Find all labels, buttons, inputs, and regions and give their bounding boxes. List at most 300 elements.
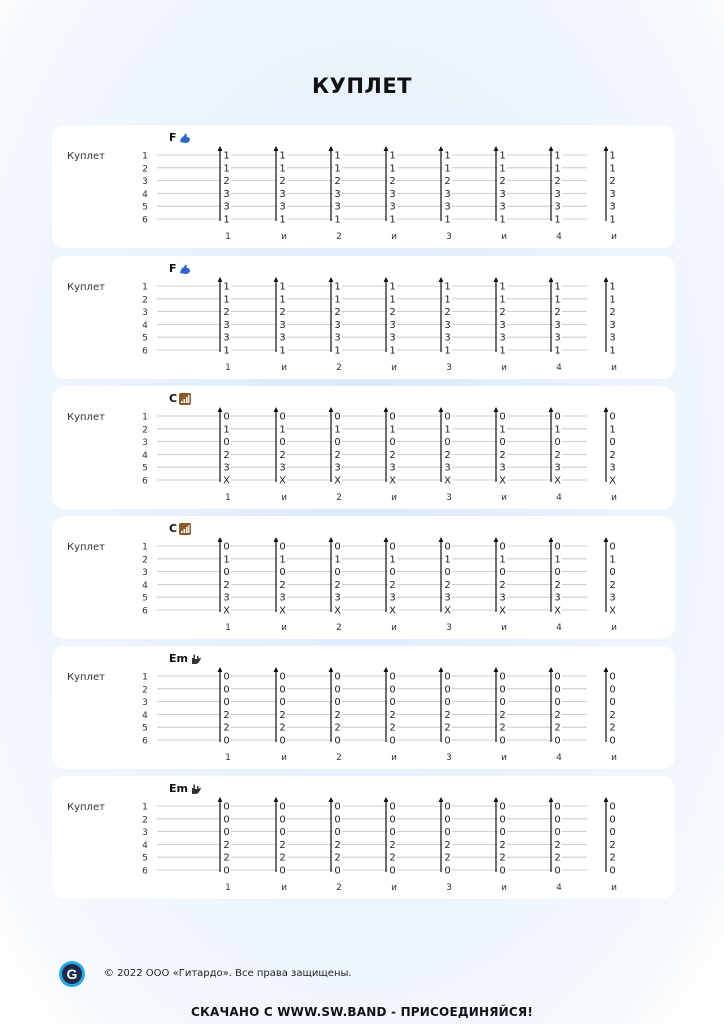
fret-number: 0 [554,697,561,709]
fret-number: 0 [609,671,616,683]
fret-number: 2 [609,176,616,188]
string-number: 4 [142,189,148,200]
fret-number: 2 [444,709,451,721]
fret-number: 0 [444,541,451,553]
fret-number: 3 [444,319,451,331]
beat-label: и [391,883,397,893]
fret-number: 0 [444,437,451,449]
fret-number: 1 [444,345,451,357]
fret-number: 0 [389,697,396,709]
fret-number: 0 [609,865,616,877]
fret-number: 3 [389,188,396,200]
beat-label: и [501,232,507,242]
fret-number: 1 [279,424,286,436]
fret-number: 0 [499,437,506,449]
fret-number: 1 [554,150,561,162]
fret-number: 0 [444,865,451,877]
tablature [52,646,675,769]
fret-number: 0 [444,801,451,813]
fret-number: 1 [389,281,396,293]
beat-label: и [611,232,617,242]
fret-number: 1 [499,294,506,306]
fret-number: 1 [334,345,341,357]
fret-number: 0 [334,735,341,747]
section-label: Куплет [67,672,105,683]
strum-up-arrow-icon [218,277,223,282]
fret-number: 0 [499,684,506,696]
fret-number: 2 [609,722,616,734]
fret-number: 2 [223,449,230,461]
fret-number: 0 [609,814,616,826]
fret-number: 0 [223,697,230,709]
strum-up-arrow-icon [494,146,499,151]
tab-card [52,646,675,769]
strum-up-arrow-icon [494,407,499,412]
beat-label: 3 [446,232,452,242]
strum-up-arrow-icon [274,146,279,151]
fret-number: 3 [444,201,451,213]
fret-number: 0 [499,567,506,579]
fret-number: 0 [279,801,286,813]
strum-up-arrow-icon [218,537,223,542]
beat-label: и [281,363,287,373]
fret-number: 2 [223,176,230,188]
beat-label: и [391,493,397,503]
fret-number: 3 [444,592,451,604]
string-number: 4 [142,840,148,851]
fret-number: 0 [389,735,396,747]
strum-up-arrow-icon [384,146,389,151]
fret-number: 2 [499,709,506,721]
fret-number: 0 [389,437,396,449]
beat-label: 2 [336,363,342,373]
fret-number: 0 [389,865,396,877]
fret-number: 2 [444,307,451,319]
fret-number: 1 [609,554,616,566]
fret-number: 3 [444,188,451,200]
fret-number: 0 [609,684,616,696]
fret-number: 3 [554,592,561,604]
strum-up-arrow-icon [494,537,499,542]
tab-card [52,776,675,899]
strum-up-arrow-icon [549,146,554,151]
strum-up-arrow-icon [604,667,609,672]
beat-label: и [391,363,397,373]
beat-label: 3 [446,623,452,633]
fret-number: 0 [223,541,230,553]
fret-number: 0 [499,801,506,813]
fret-number: 0 [389,684,396,696]
string-number: 5 [142,853,148,864]
fret-number: 0 [554,541,561,553]
fret-number: 2 [609,307,616,319]
strum-up-arrow-icon [604,407,609,412]
fret-number: 3 [389,592,396,604]
fret-number: 1 [389,294,396,306]
fret-number: 0 [444,814,451,826]
fret-number: X [554,605,561,617]
fret-number: 3 [223,188,230,200]
fret-number: 1 [334,150,341,162]
string-number: 2 [142,295,148,306]
beat-label: 2 [336,623,342,633]
fret-number: 1 [609,294,616,306]
fret-number: 1 [279,281,286,293]
fret-number: X [609,475,616,487]
chord-label: F [169,131,177,144]
fret-number: 0 [334,827,341,839]
fret-number: 3 [334,332,341,344]
fret-number: 3 [499,332,506,344]
fret-number: 2 [334,579,341,591]
fret-number: 2 [389,307,396,319]
fret-number: 2 [389,176,396,188]
fret-number: 3 [279,462,286,474]
string-number: 3 [142,828,148,839]
string-number: 5 [142,202,148,213]
string-number: 6 [142,476,148,487]
fret-number: 1 [279,163,286,175]
fret-number: X [499,605,506,617]
fret-number: 3 [389,462,396,474]
fret-number: 3 [223,332,230,344]
beat-label: и [281,623,287,633]
tab-card [52,256,675,379]
fret-number: 1 [499,554,506,566]
fret-number: 2 [499,722,506,734]
fret-number: 1 [223,163,230,175]
beat-label: и [391,232,397,242]
strum-up-arrow-icon [274,537,279,542]
fret-number: 1 [609,214,616,226]
strum-up-arrow-icon [329,667,334,672]
fret-number: 2 [499,176,506,188]
beat-label: 1 [225,493,231,503]
fret-number: 0 [389,801,396,813]
strum-up-arrow-icon [549,277,554,282]
string-number: 4 [142,450,148,461]
string-number: 5 [142,463,148,474]
fret-number: 3 [279,592,286,604]
fret-number: 1 [554,281,561,293]
fret-number: 0 [334,801,341,813]
strum-up-arrow-icon [549,407,554,412]
fret-number: 0 [223,567,230,579]
fret-number: 1 [279,345,286,357]
tab-card [52,125,675,248]
fret-number: 0 [279,671,286,683]
fret-number: 3 [334,201,341,213]
fret-number: 1 [389,345,396,357]
fret-number: 2 [444,839,451,851]
fret-number: 2 [389,839,396,851]
beat-label: и [611,623,617,633]
strum-up-arrow-icon [218,407,223,412]
fret-number: 0 [444,684,451,696]
fret-number: 2 [389,722,396,734]
fret-number: 3 [389,201,396,213]
beat-label: и [501,623,507,633]
fret-number: 2 [444,579,451,591]
chord-label: C [169,392,178,405]
fret-number: 1 [334,424,341,436]
fret-number: 0 [223,671,230,683]
string-number: 3 [142,308,148,319]
string-number: 4 [142,710,148,721]
string-number: 2 [142,685,148,696]
strum-up-arrow-icon [384,667,389,672]
page-title: КУПЛЕТ [311,74,413,98]
fret-number: 2 [609,709,616,721]
string-number: 6 [142,215,148,226]
fret-number: 1 [279,554,286,566]
fret-number: 2 [609,579,616,591]
fret-number: 3 [499,188,506,200]
fret-number: 3 [279,319,286,331]
section-label: Куплет [67,802,105,813]
fret-number: 1 [444,163,451,175]
fret-number: 3 [609,201,616,213]
strum-up-arrow-icon [439,146,444,151]
fret-number: 0 [554,814,561,826]
fret-number: 3 [334,592,341,604]
chord-label: Em [169,652,188,665]
fret-number: 2 [554,579,561,591]
fret-number: 1 [389,150,396,162]
fret-number: 2 [334,709,341,721]
strum-up-arrow-icon [274,277,279,282]
section-label: Куплет [67,151,105,162]
fret-number: 0 [609,801,616,813]
fret-number: 3 [223,462,230,474]
string-number: 1 [142,412,148,423]
fret-number: 0 [609,567,616,579]
strum-up-arrow-icon [384,797,389,802]
fret-number: 0 [334,411,341,423]
beat-label: 3 [446,363,452,373]
fret-number: 0 [499,865,506,877]
fret-number: 0 [279,865,286,877]
fret-number: 1 [554,424,561,436]
string-number: 3 [142,568,148,579]
fret-number: 0 [444,697,451,709]
fret-number: 0 [389,567,396,579]
strum-up-arrow-icon [604,277,609,282]
beat-label: и [281,232,287,242]
strum-up-arrow-icon [494,667,499,672]
fret-number: 1 [609,424,616,436]
strum-up-arrow-icon [439,797,444,802]
fret-number: 1 [389,424,396,436]
fret-number: 0 [334,814,341,826]
strum-up-arrow-icon [549,797,554,802]
fret-number: 3 [334,319,341,331]
fret-number: 2 [334,722,341,734]
fret-number: 1 [444,424,451,436]
fret-number: 0 [279,411,286,423]
fret-number: 3 [554,188,561,200]
fret-number: 0 [554,684,561,696]
strum-up-arrow-icon [329,537,334,542]
chord-label: C [169,522,178,535]
strum-up-arrow-icon [329,277,334,282]
fret-number: 3 [389,332,396,344]
fret-number: X [334,605,341,617]
fret-number: 2 [609,852,616,864]
fret-number: 2 [223,839,230,851]
beat-label: и [391,623,397,633]
fret-number: 3 [554,319,561,331]
beat-label: 3 [446,493,452,503]
fret-number: 0 [223,801,230,813]
fret-number: 1 [223,214,230,226]
fret-number: 1 [499,424,506,436]
fret-number: 3 [334,188,341,200]
fret-number: 0 [554,801,561,813]
string-number: 1 [142,282,148,293]
fret-number: 0 [334,865,341,877]
strum-up-arrow-icon [329,797,334,802]
string-number: 6 [142,866,148,877]
beat-label: и [391,753,397,763]
fret-number: 0 [389,671,396,683]
fret-number: 1 [279,150,286,162]
fret-number: 0 [223,411,230,423]
strum-up-arrow-icon [604,146,609,151]
fret-number: 0 [334,437,341,449]
fret-number: 2 [279,579,286,591]
fret-number: X [389,605,396,617]
beat-label: 2 [336,753,342,763]
fret-number: 3 [499,462,506,474]
fret-number: 1 [279,294,286,306]
beat-label: 4 [556,363,562,373]
tab-card [52,386,675,509]
fret-number: X [223,475,230,487]
fret-number: 1 [609,345,616,357]
fret-number: 1 [389,163,396,175]
fret-number: X [444,605,451,617]
fret-number: 2 [223,722,230,734]
fret-number: 3 [444,462,451,474]
fret-number: X [554,475,561,487]
fret-number: 0 [279,437,286,449]
tablature [52,386,675,509]
fret-number: 2 [554,709,561,721]
strum-up-arrow-icon [218,797,223,802]
fret-number: 2 [279,449,286,461]
fret-number: 1 [223,424,230,436]
fret-number: 2 [554,449,561,461]
fret-number: 0 [223,814,230,826]
fret-number: 3 [609,319,616,331]
download-banner[interactable]: СКАЧАНО С WWW.SW.BAND - ПРИСОЕДИНЯЙСЯ! [190,1005,534,1019]
beat-label: и [611,363,617,373]
beat-label: 2 [336,493,342,503]
fret-number: 3 [389,319,396,331]
fret-number: 1 [554,163,561,175]
fret-number: X [499,475,506,487]
fret-number: 3 [279,332,286,344]
chord-label: Em [169,782,188,795]
beat-label: 1 [225,623,231,633]
string-number: 5 [142,723,148,734]
fret-number: 1 [223,281,230,293]
fret-number: 0 [609,827,616,839]
fret-number: 0 [279,567,286,579]
strum-up-arrow-icon [218,667,223,672]
fret-number: 2 [609,839,616,851]
fret-number: 2 [499,449,506,461]
fret-number: 0 [389,814,396,826]
fret-number: 0 [554,411,561,423]
strum-up-arrow-icon [439,407,444,412]
beat-label: 1 [225,753,231,763]
beat-label: и [281,493,287,503]
string-number: 1 [142,802,148,813]
fret-number: 3 [499,201,506,213]
beat-label: 4 [556,623,562,633]
fret-number: 3 [334,462,341,474]
fret-number: 2 [554,852,561,864]
strum-up-arrow-icon [549,537,554,542]
fret-number: 2 [279,176,286,188]
fret-number: 2 [444,449,451,461]
strum-up-arrow-icon [384,407,389,412]
fret-number: 0 [223,437,230,449]
fret-number: 0 [499,411,506,423]
string-number: 4 [142,580,148,591]
tablature [52,125,675,248]
fret-number: 3 [223,592,230,604]
fret-number: 2 [334,852,341,864]
fret-number: 1 [389,554,396,566]
beat-label: 3 [446,753,452,763]
beat-label: 2 [336,883,342,893]
fret-number: 0 [554,567,561,579]
fret-number: 0 [444,827,451,839]
fret-number: 1 [554,345,561,357]
beat-label: 1 [225,232,231,242]
fret-number: 0 [279,814,286,826]
string-number: 3 [142,698,148,709]
fret-number: 0 [279,541,286,553]
strum-up-arrow-icon [384,537,389,542]
fret-number: 0 [499,541,506,553]
fret-number: 2 [554,176,561,188]
fret-number: 3 [499,592,506,604]
fret-number: 2 [444,722,451,734]
fret-number: 2 [444,852,451,864]
fret-number: 2 [334,449,341,461]
fret-number: 1 [554,214,561,226]
fret-number: 1 [334,214,341,226]
beat-label: и [281,883,287,893]
fret-number: 3 [444,332,451,344]
fret-number: 2 [389,852,396,864]
section-label: Куплет [67,412,105,423]
string-number: 3 [142,177,148,188]
fret-number: 0 [334,697,341,709]
fret-number: 1 [554,294,561,306]
fret-number: 0 [499,814,506,826]
string-number: 3 [142,438,148,449]
fret-number: 1 [499,345,506,357]
fret-number: 0 [499,697,506,709]
string-number: 2 [142,555,148,566]
fret-number: X [223,605,230,617]
fret-number: 0 [554,735,561,747]
